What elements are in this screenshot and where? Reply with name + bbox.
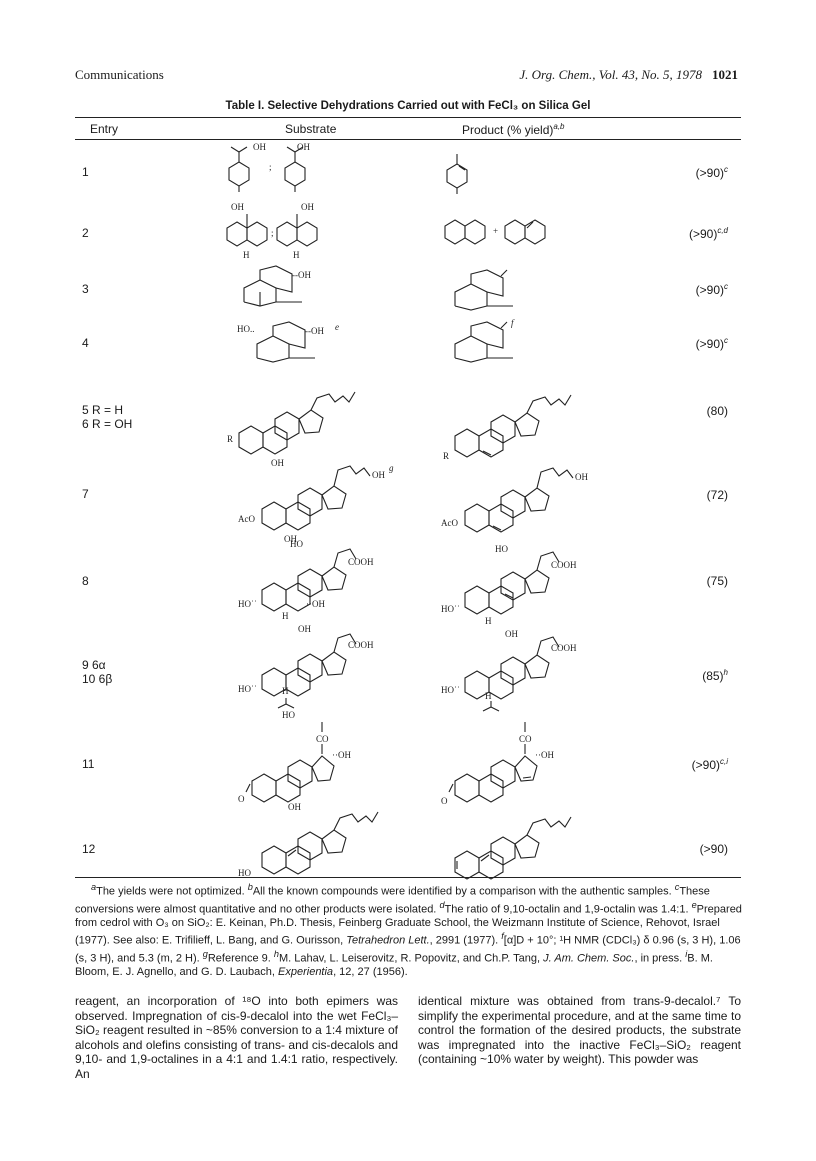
- substrate-9-structure: [238, 622, 398, 720]
- ring: [505, 220, 525, 244]
- footnote-h: M. Lahav, L. Leiserovitz, R. Popovitz, and Ch.P. Tang,: [279, 952, 541, 965]
- ring: [471, 270, 503, 296]
- ring-d: [299, 410, 323, 433]
- ring: [229, 162, 249, 186]
- product-11-structure: [441, 722, 591, 806]
- yield-2-value: (>90): [688, 227, 718, 241]
- ring-d: [312, 756, 334, 781]
- co-label: CO: [519, 734, 532, 744]
- side-chain: [527, 395, 571, 413]
- yield-7: [707, 488, 728, 502]
- entry-2: 2: [82, 226, 89, 240]
- table-top-rule: [75, 117, 741, 118]
- oxo-label: O: [238, 794, 245, 804]
- ho-label: HO˙˙: [441, 685, 460, 695]
- yield-7-value: (72): [706, 488, 728, 502]
- product-9-structure: [441, 625, 601, 705]
- ring-a: [455, 851, 479, 879]
- oh-label: --OH: [305, 326, 324, 336]
- cooh-label: COOH: [348, 557, 374, 567]
- double-bond: [501, 322, 507, 328]
- bond: [286, 704, 294, 708]
- substrate-1-structure: [225, 142, 335, 192]
- ho-label: HO..: [237, 324, 255, 334]
- product-header-label: Product (% yield): [462, 123, 554, 137]
- entry-9-line1: 9 6α: [82, 658, 106, 672]
- ring: [260, 266, 292, 292]
- footnote-e: Prepared from cedrol with O₃ on SiO₂: E. Keinan, Ph.D. Thesis, Feinberg Graduate School, the Weizmann Institute of Science, Rehovot, Israel (1977). See also: E. Trifilieff, L. Bang, and G. Ourisson,: [75, 903, 742, 947]
- h-label: H: [282, 686, 289, 696]
- table-title: Table I. Selective Dehydrations Carried out with FeCl₃ on Silica Gel: [225, 100, 591, 112]
- product-7-structure: [441, 458, 601, 534]
- aco-label: AcO: [441, 518, 458, 528]
- h-label: H: [293, 250, 300, 260]
- oh-label: ··OH: [306, 599, 325, 609]
- oh-label: OH: [271, 458, 284, 468]
- ring-d: [322, 830, 346, 853]
- yield-8-value: (75): [706, 574, 728, 588]
- ring-d: [525, 655, 549, 678]
- footnote-f: [α]D + 10°; ¹H NMR (CDCl₃) δ 0.96 (s, 3 H), 1.06 (s, 3 H), and 5.3 (m, 2 H).: [75, 934, 741, 965]
- oh-label: OH: [505, 629, 518, 639]
- yield-3-value: (>90): [695, 283, 724, 297]
- footnote-a: The yields were not optimized.: [96, 885, 245, 898]
- oh-label: --OH: [292, 270, 311, 280]
- yield-5-value: (80): [706, 404, 728, 418]
- ho-label: HO˙˙: [238, 599, 257, 609]
- h-label: H: [282, 611, 289, 621]
- side-chain: [537, 468, 573, 488]
- footnote-mark-e: e: [335, 322, 339, 332]
- yield-1-sup: c: [724, 165, 728, 174]
- bond: [231, 147, 239, 152]
- footnote-g: Reference 9.: [207, 952, 271, 965]
- product-2-structure: [443, 216, 563, 246]
- yield-9-sup: h: [723, 668, 728, 677]
- substrate-11-structure: [238, 722, 388, 812]
- oh-label: ··OH: [535, 750, 554, 760]
- footnote-mark: i: [685, 948, 688, 959]
- ring: [247, 222, 267, 246]
- ring-d: [322, 567, 346, 590]
- ring-a: [262, 583, 286, 611]
- ring-a: [239, 426, 263, 454]
- ho-label: HO: [495, 544, 508, 554]
- yield-1: [696, 165, 728, 180]
- ring: [277, 222, 297, 246]
- aco-label: AcO: [238, 514, 255, 524]
- yield-9-value: (85): [702, 669, 724, 683]
- footnote-mark: d: [439, 899, 445, 910]
- product-4-structure: [451, 318, 541, 362]
- yield-2-sup: c,d: [717, 226, 728, 235]
- footnote-mark-f: f: [511, 318, 514, 328]
- ring-d: [322, 652, 346, 675]
- footnote-mark: c: [674, 882, 680, 892]
- substrate-5-structure: [225, 380, 365, 468]
- oh-label: OH: [301, 202, 314, 212]
- ring: [455, 336, 487, 362]
- side-chain: [334, 812, 378, 830]
- ring: [447, 164, 467, 188]
- footnote-h-journal: J. Am. Chem. Soc.: [543, 952, 635, 965]
- footnote-d: The ratio of 9,10-octalin and 1,9-octalin was 1.4:1.: [444, 903, 689, 916]
- plus-sign: +: [493, 226, 499, 236]
- entry-9: [82, 658, 112, 686]
- entry-10-line2: 10 6β: [82, 672, 113, 686]
- ring-a: [465, 504, 489, 532]
- ho-label: HO: [290, 539, 303, 549]
- cooh-label: COOH: [551, 560, 577, 570]
- yield-4-value: (>90): [695, 337, 724, 351]
- footnote-b: All the known compounds were identified by a comparison with the authentic samples.: [252, 885, 672, 898]
- separator: ;: [271, 228, 274, 238]
- yield-11-sup: c,i: [720, 757, 728, 766]
- isopropyl: [278, 698, 286, 708]
- footnote-i-tail: , 12, 27 (1956).: [333, 965, 408, 978]
- ring-a: [262, 846, 286, 874]
- entry-5-line1: 5 R = H: [82, 403, 124, 417]
- ho-label: HO˙˙: [238, 684, 257, 694]
- yield-11: [692, 757, 728, 772]
- ring-d: [525, 488, 549, 511]
- double-bond: [449, 784, 453, 792]
- ring-a: [252, 774, 276, 802]
- entry-3: 3: [82, 282, 89, 296]
- cooh-label: COOH: [551, 643, 577, 653]
- table-footnotes: [75, 881, 743, 979]
- oh-label: OH: [372, 470, 385, 480]
- column-header-entry: Entry: [90, 122, 119, 136]
- ring: [227, 222, 247, 246]
- ring: [273, 322, 305, 348]
- bond: [287, 147, 295, 152]
- side-chain: [527, 817, 571, 835]
- separator: ;: [269, 162, 272, 172]
- product-8-structure: [441, 540, 601, 626]
- oh-label: OH: [298, 624, 311, 634]
- yield-4: [696, 336, 728, 351]
- yield-9: [702, 668, 728, 683]
- entry-11: 11: [82, 757, 95, 771]
- entry-12: 12: [82, 842, 96, 856]
- substrate-8-structure: [238, 537, 398, 621]
- yield-4-sup: c: [724, 336, 728, 345]
- h-label: H: [243, 250, 250, 260]
- substrate-3-structure: [240, 262, 330, 306]
- yield-1-value: (>90): [695, 166, 724, 180]
- footnote-mark: f: [501, 930, 504, 941]
- co-label: CO: [316, 734, 329, 744]
- oh-label: OH: [575, 472, 588, 482]
- ring-d: [322, 486, 346, 509]
- entry-8: 8: [82, 574, 89, 588]
- ring-a: [262, 502, 286, 530]
- footnote-mark: g: [202, 948, 208, 959]
- entry-7: 7: [82, 487, 89, 501]
- oh-label: OH: [288, 802, 301, 812]
- ho-label: HO: [238, 868, 251, 878]
- ring: [465, 220, 485, 244]
- product-3-structure: [451, 266, 541, 310]
- footnote-mark: e: [691, 899, 697, 910]
- table-header-rule: [75, 139, 741, 140]
- oh-label: ··OH: [332, 750, 351, 760]
- ring: [471, 322, 503, 348]
- ring: [455, 284, 487, 310]
- isopropylidene: [483, 701, 491, 711]
- footnote-mark: h: [273, 948, 279, 959]
- h-label: H: [485, 616, 492, 626]
- ring-a: [455, 774, 479, 802]
- ring: [525, 220, 545, 244]
- oxo-label: O: [441, 796, 448, 806]
- product-12-structure: [441, 815, 601, 881]
- ring-d: [515, 835, 539, 858]
- double-bond: [246, 784, 250, 792]
- entry-1: 1: [82, 165, 89, 179]
- body-column-right: identical mixture was obtained from trans-9-decalol.⁷ To simplify the experimental procedure, and at the same time to control the formation of the desired products, the substrate was impregnated into the inactive FeCl₃–SiO₂ reagent (containing ~10% water by weight). This powder was: [418, 994, 741, 1066]
- yield-12: [700, 842, 728, 856]
- ho-label: HO˙˙: [441, 604, 460, 614]
- ring-a: [465, 586, 489, 614]
- r-label: R: [443, 451, 450, 461]
- footnote-mark-g: g: [389, 463, 394, 473]
- entry-4: 4: [82, 336, 89, 350]
- ring-a: [455, 429, 479, 457]
- ho-label: HO: [282, 710, 295, 720]
- yield-12-value: (>90): [699, 842, 728, 856]
- footnote-mark: a: [91, 882, 97, 892]
- h-label: H: [485, 691, 492, 701]
- side-chain: [311, 392, 355, 410]
- footnote-c: These conversions were almost quantitative and no other products were isolated.: [75, 885, 710, 916]
- page-number: 1021: [712, 67, 738, 82]
- product-5-structure: [441, 383, 581, 459]
- footnote-e-tail: , 2991 (1977).: [429, 934, 499, 947]
- cooh-label: COOH: [348, 640, 374, 650]
- footnote-e-journal: Tetrahedron Lett.: [346, 934, 430, 947]
- oh-label: OH: [231, 202, 244, 212]
- double-bond: [501, 270, 507, 276]
- bond: [239, 147, 247, 152]
- product-1-structure: [443, 150, 483, 195]
- ring-d: [525, 570, 549, 593]
- oh-label: OH: [297, 142, 310, 152]
- double-bond: [523, 777, 531, 778]
- entry-5: [82, 403, 132, 431]
- running-header-left: Communications: [75, 67, 164, 82]
- side-chain: [334, 466, 370, 486]
- ring: [285, 162, 305, 186]
- yield-3: [696, 282, 728, 297]
- ring: [257, 336, 289, 362]
- bond: [491, 707, 499, 711]
- table-bottom-rule: [75, 877, 741, 878]
- ring-d: [515, 413, 539, 436]
- substrate-12-structure: [238, 810, 398, 876]
- running-header-right: [519, 67, 738, 83]
- yield-11-value: (>90): [691, 758, 720, 772]
- yield-5: [707, 404, 728, 418]
- substrate-2-structure: [225, 202, 355, 260]
- column-header-substrate: Substrate: [285, 122, 337, 136]
- ring: [445, 220, 465, 244]
- footnote-i-journal: Experientia: [278, 965, 334, 978]
- column-header-product: [462, 122, 565, 137]
- journal-citation: J. Org. Chem., Vol. 43, No. 5, 1978: [519, 67, 702, 82]
- footnote-h-tail: , in press.: [634, 952, 683, 965]
- entry-6-line2: 6 R = OH: [82, 417, 133, 431]
- body-column-left: reagent, an incorporation of ¹⁸O into both epimers was observed. Impregnation of cis-9-decalol into the wet FeCl₃–SiO₂ reagent resulted in ~85% conversion to a 1:4 mixture of alcohols and olefins consisting of trans- and cis-decalols and 9,10- and 1,9-octalines in a 4:1 and 1.4:1 ratio, respectively. An: [75, 994, 398, 1081]
- product-header-sup: a,b: [553, 122, 565, 131]
- footnote-mark: b: [247, 882, 253, 892]
- yield-2: [689, 226, 728, 241]
- substrate-4-structure: [237, 318, 357, 362]
- oh-label: OH: [284, 534, 297, 544]
- footnote-i: B. M. Bloom, E. J. Agnello, and G. D. Laubach,: [75, 952, 713, 978]
- r-label: R: [227, 434, 234, 444]
- yield-3-sup: c: [724, 282, 728, 291]
- oh-label: OH: [253, 142, 266, 152]
- ring: [297, 222, 317, 246]
- yield-8: [707, 574, 728, 588]
